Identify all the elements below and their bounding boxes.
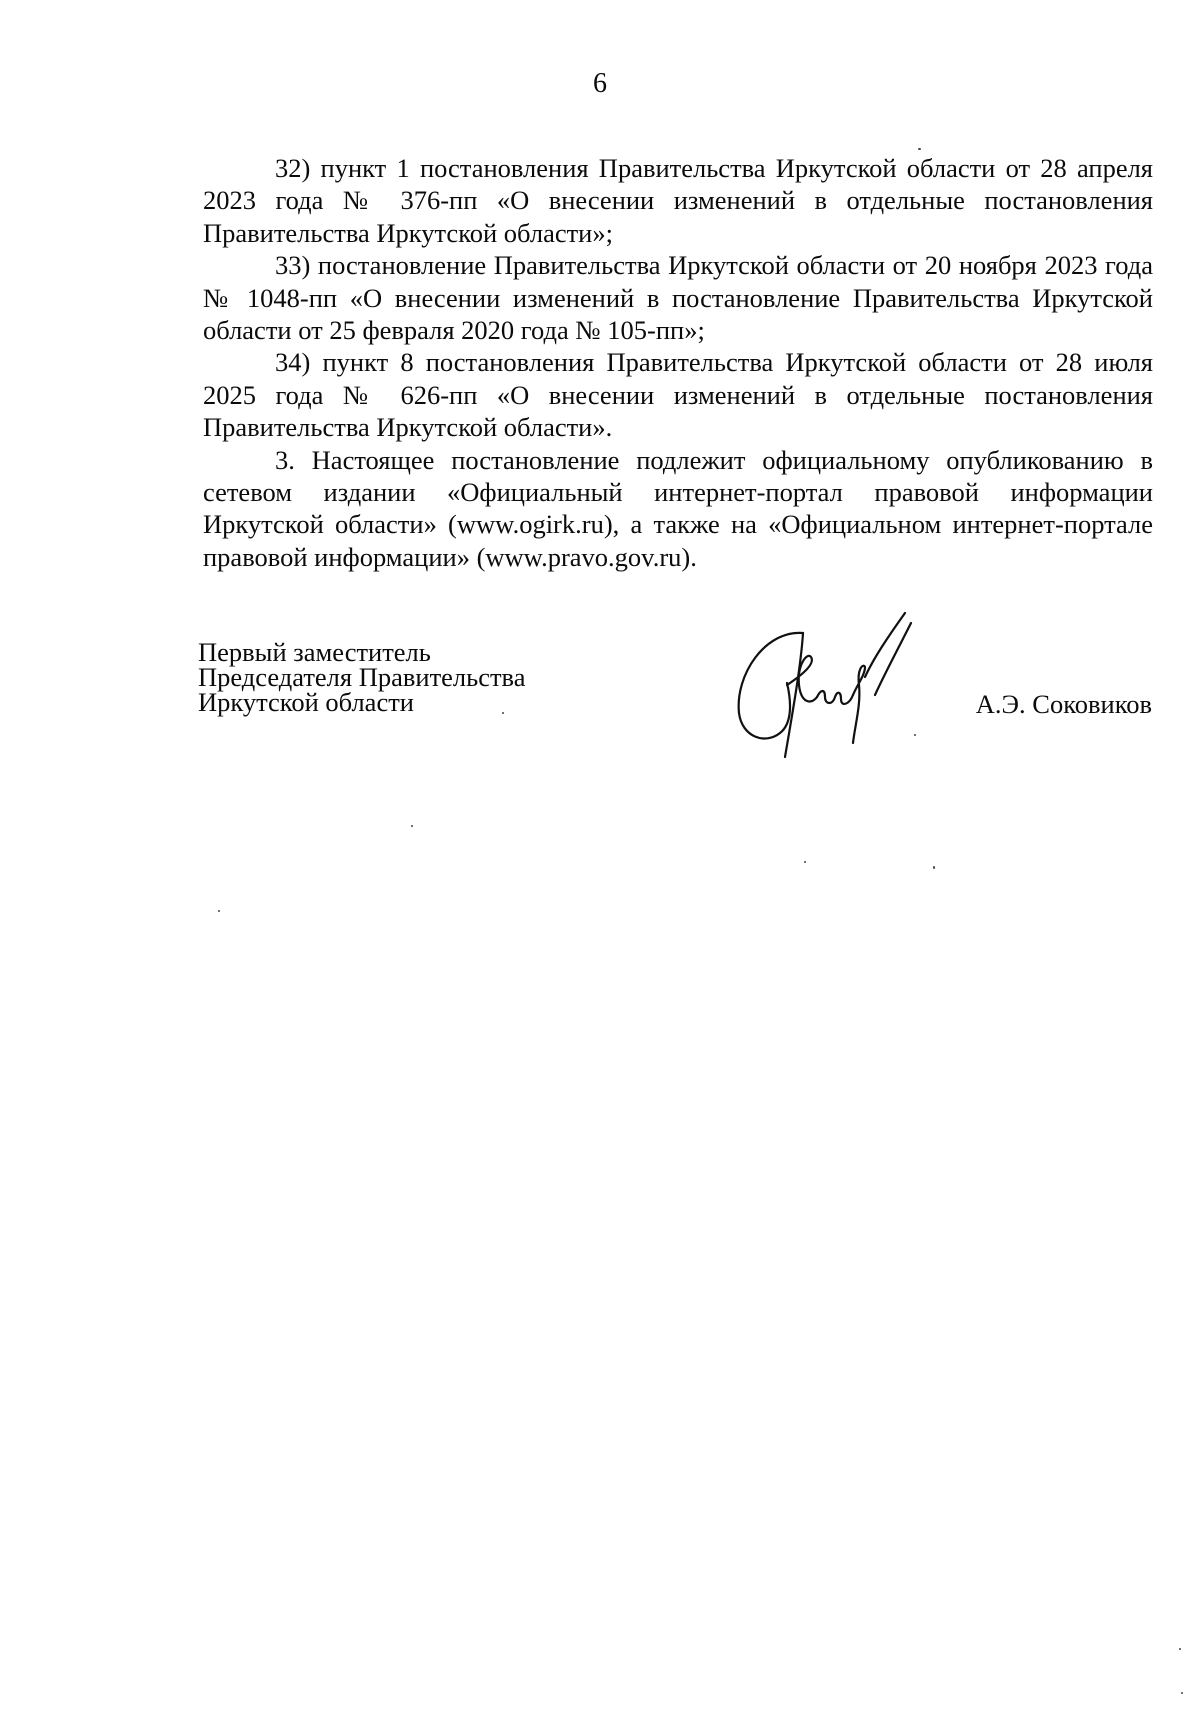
list-item-33: 33) постановление Правительства Иркутской области от 20 ноября 2023 года № 1048-пп «О внесении изменений в постановление Правительства Иркутской области от 25 февраля 2020 года № 105-пп»; xyxy=(203,250,1153,346)
scan-speck xyxy=(804,861,806,863)
position-line-3: Иркутской области xyxy=(198,687,414,717)
page-number: 6 xyxy=(593,68,607,99)
position-line-1: Первый заместитель xyxy=(198,637,431,667)
scan-speck xyxy=(218,910,220,912)
publication-clause: 3. Настоящее постановление подлежит официальному опубликованию в сетевом издании «Официальный интернет-портал правовой информации Иркутской области» (www.ogirk.ru), а также на «Официальном интернет-портале правовой информации» (www.pravo.gov.ru). xyxy=(203,444,1153,572)
scan-speck xyxy=(502,712,504,714)
scan-speck xyxy=(1181,1692,1183,1694)
list-item-34: 34) пункт 8 постановления Правительства Иркутской области от 28 июля 2025 года № 626-пп «О внесении изменений в отдельные постановления Правительства Иркутской области». xyxy=(203,347,1153,443)
position-line-2: Председателя Правительства xyxy=(198,662,526,692)
scan-speck xyxy=(918,148,921,150)
scan-speck xyxy=(1179,1648,1181,1650)
list-item-32: 32) пункт 1 постановления Правительства Иркутской области от 28 апреля 2023 года № 376-пп «О внесении изменений в отдельные постановления Правительства Иркутской области»; xyxy=(203,153,1153,248)
scan-speck xyxy=(933,866,935,869)
scan-speck xyxy=(914,734,916,736)
handwritten-signature xyxy=(725,605,935,765)
signatory-position xyxy=(198,637,526,717)
document-body xyxy=(203,152,1153,573)
scan-speck xyxy=(411,825,413,827)
signatory-name: А.Э. Соковиков xyxy=(975,689,1152,719)
